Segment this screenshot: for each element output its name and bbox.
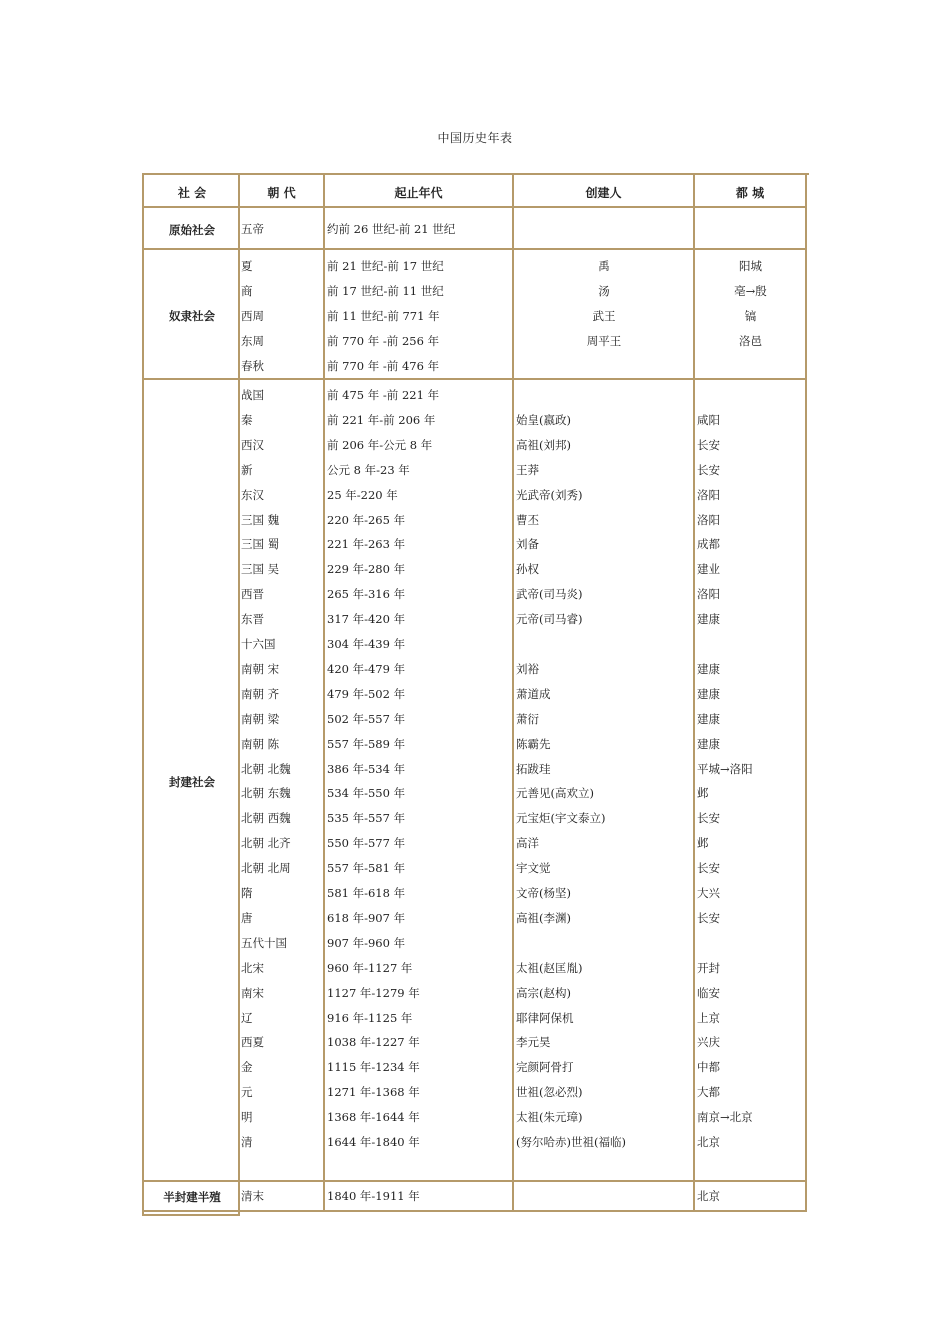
period-cell: 1127 年-1279 年	[327, 986, 420, 1000]
founder-cell: 文帝(杨坚)	[516, 886, 571, 900]
period-cell: 479 年-502 年	[327, 687, 406, 701]
dynasty-cell: 南朝 齐	[241, 687, 280, 701]
column-divider	[323, 175, 325, 1212]
header-divider	[142, 206, 807, 208]
dynasty-cell: 西汉	[241, 438, 264, 452]
society-label: 原始社会	[169, 223, 215, 237]
period-cell: 1840 年-1911 年	[327, 1189, 420, 1203]
capital-cell: 建康	[697, 662, 720, 676]
founder-cell: 陈霸先	[516, 737, 551, 751]
header-dynasty: 朝 代	[267, 186, 296, 200]
period-cell: 前 770 年 -前 476 年	[327, 359, 440, 373]
period-cell: 1271 年-1368 年	[327, 1085, 420, 1099]
dynasty-cell: 五代十国	[241, 936, 287, 950]
dynasty-cell: 南朝 宋	[241, 662, 280, 676]
dynasty-cell: 元	[241, 1085, 253, 1099]
founder-cell: 世祖(忽必烈)	[516, 1085, 583, 1099]
capital-cell: 大兴	[697, 886, 720, 900]
dynasty-cell: 战国	[241, 388, 264, 402]
group-divider	[142, 378, 807, 380]
period-cell: 420 年-479 年	[327, 662, 406, 676]
founder-cell: 元帝(司马睿)	[516, 612, 583, 626]
dynasty-cell: 北朝 东魏	[241, 786, 291, 800]
table-right-border	[805, 175, 807, 1212]
founder-cell: 武王	[592, 309, 616, 323]
dynasty-cell: 北朝 北齐	[241, 836, 291, 850]
capital-cell: 平城→洛阳	[697, 762, 753, 776]
period-cell: 502 年-557 年	[327, 712, 406, 726]
founder-cell: 元善见(高欢立)	[516, 786, 594, 800]
header-society: 社 会	[177, 186, 207, 200]
founder-cell: 太祖(赵匡胤)	[516, 961, 583, 975]
capital-cell: 邺	[697, 786, 709, 800]
founder-cell: 拓跋珪	[516, 762, 551, 776]
capital-cell: 建康	[697, 687, 720, 701]
founder-cell: 周平王	[586, 334, 622, 348]
dynasty-cell: 三国 魏	[241, 513, 280, 527]
dynasty-cell: 北朝 北魏	[241, 762, 291, 776]
column-divider	[693, 175, 695, 1212]
society-label: 奴隶社会	[169, 309, 215, 323]
dynasty-cell: 南宋	[241, 986, 264, 1000]
period-cell: 前 11 世纪-前 771 年	[327, 309, 440, 323]
dynasty-cell: 西周	[241, 309, 264, 323]
society-label: 半封建半殖	[163, 1190, 221, 1204]
capital-cell: 长安	[697, 463, 720, 477]
period-cell: 前 475 年 -前 221 年	[327, 388, 440, 402]
period-cell: 1368 年-1644 年	[327, 1110, 420, 1124]
capital-cell: 长安	[697, 861, 720, 875]
dynasty-cell: 北朝 西魏	[241, 811, 291, 825]
capital-cell: 成都	[697, 537, 720, 551]
page-title: 中国历史年表	[437, 131, 513, 145]
period-cell: 前 21 世纪-前 17 世纪	[327, 259, 444, 273]
period-cell: 前 221 年-前 206 年	[327, 413, 436, 427]
capital-cell: 阳城	[739, 259, 762, 273]
group-divider	[142, 1180, 807, 1182]
dynasty-cell: 隋	[241, 886, 253, 900]
dynasty-cell: 五帝	[241, 222, 264, 236]
capital-cell: 洛邑	[739, 334, 762, 348]
period-cell: 386 年-534 年	[327, 762, 406, 776]
capital-cell: 建康	[697, 612, 720, 626]
founder-cell: 刘备	[516, 537, 539, 551]
founder-cell: 汤	[598, 284, 610, 298]
dynasty-cell: 东周	[241, 334, 264, 348]
founder-cell: 宇文觉	[516, 861, 551, 875]
dynasty-cell: 新	[241, 463, 253, 477]
dynasty-cell: 夏	[241, 259, 253, 273]
founder-cell: 刘裕	[516, 662, 539, 676]
period-cell: 907 年-960 年	[327, 936, 406, 950]
founder-cell: 王莽	[516, 463, 539, 477]
dynasty-cell: 东汉	[241, 488, 264, 502]
dynasty-cell: 西晋	[241, 587, 264, 601]
founder-cell: 萧道成	[516, 687, 551, 701]
society-label: 封建社会	[169, 775, 215, 789]
capital-cell: 亳→殷	[734, 284, 767, 298]
capital-cell: 大都	[697, 1085, 720, 1099]
period-cell: 公元 8 年-23 年	[327, 463, 410, 477]
dynasty-cell: 南朝 陈	[241, 737, 280, 751]
capital-cell: 中都	[697, 1060, 720, 1074]
capital-cell: 长安	[697, 811, 720, 825]
dynasty-cell: 商	[241, 284, 253, 298]
header-founder: 创建人	[585, 186, 622, 200]
capital-cell: 镐	[744, 309, 757, 323]
dynasty-cell: 清末	[241, 1189, 264, 1203]
capital-cell: 洛阳	[697, 587, 720, 601]
founder-cell: 李元昊	[516, 1035, 551, 1049]
capital-cell: 北京	[697, 1189, 720, 1203]
dynasty-cell: 秦	[241, 413, 253, 427]
capital-cell: 南京→北京	[697, 1110, 753, 1124]
dynasty-cell: 辽	[241, 1011, 253, 1025]
dynasty-cell: 十六国	[241, 637, 276, 651]
founder-cell: 完颜阿骨打	[516, 1060, 574, 1074]
founder-cell: 萧衍	[516, 712, 539, 726]
period-cell: 25 年-220 年	[327, 488, 398, 502]
header-capital: 都 城	[735, 186, 765, 200]
period-cell: 535 年-557 年	[327, 811, 406, 825]
period-cell: 前 770 年 -前 256 年	[327, 334, 440, 348]
period-cell: 550 年-577 年	[327, 836, 406, 850]
founder-cell: 始皇(嬴政)	[516, 413, 571, 427]
founder-cell: 元宝炬(宇文泰立)	[516, 811, 606, 825]
period-cell: 557 年-581 年	[327, 861, 406, 875]
dynasty-cell: 西夏	[241, 1035, 264, 1049]
header-period: 起止年代	[394, 186, 443, 200]
founder-cell: 曹丕	[516, 513, 539, 527]
period-cell: 前 17 世纪-前 11 世纪	[327, 284, 444, 298]
column-divider	[512, 175, 514, 1212]
dynasty-cell: 明	[241, 1110, 253, 1124]
period-cell: 229 年-280 年	[327, 562, 406, 576]
period-cell: 220 年-265 年	[327, 513, 406, 527]
dynasty-cell: 金	[241, 1060, 253, 1074]
capital-cell: 上京	[697, 1011, 720, 1025]
dynasty-cell: 南朝 梁	[241, 712, 280, 726]
group-divider	[142, 248, 807, 250]
capital-cell: 北京	[697, 1135, 720, 1149]
period-cell: 557 年-589 年	[327, 737, 406, 751]
column-divider	[238, 175, 240, 1216]
capital-cell: 建康	[697, 712, 720, 726]
period-cell: 前 206 年-公元 8 年	[327, 438, 433, 452]
period-cell: 317 年-420 年	[327, 612, 406, 626]
dynasty-cell: 北宋	[241, 961, 264, 975]
capital-cell: 兴庆	[697, 1035, 720, 1049]
founder-cell: 禹	[598, 259, 610, 273]
founder-cell: 光武帝(刘秀)	[516, 488, 583, 502]
founder-cell: 高洋	[516, 836, 539, 850]
dynasty-cell: 春秋	[241, 359, 264, 373]
capital-cell: 洛阳	[697, 513, 720, 527]
founder-cell: 太祖(朱元璋)	[516, 1110, 583, 1124]
capital-cell: 长安	[697, 911, 720, 925]
founder-cell: 孙权	[516, 562, 539, 576]
period-cell: 304 年-439 年	[327, 637, 406, 651]
period-cell: 约前 26 世纪-前 21 世纪	[327, 222, 456, 236]
founder-cell: 高祖(刘邦)	[516, 438, 571, 452]
capital-cell: 建业	[697, 562, 720, 576]
capital-cell: 临安	[697, 986, 720, 1000]
dynasty-cell: 东晋	[241, 612, 264, 626]
period-cell: 534 年-550 年	[327, 786, 406, 800]
period-cell: 1038 年-1227 年	[327, 1035, 420, 1049]
table-bottom-border	[142, 1210, 807, 1212]
period-cell: 1644 年-1840 年	[327, 1135, 420, 1149]
period-cell: 265 年-316 年	[327, 587, 406, 601]
founder-cell: 高宗(赵构)	[516, 986, 571, 1000]
capital-cell: 洛阳	[697, 488, 720, 502]
capital-cell: 开封	[697, 961, 720, 975]
period-cell: 916 年-1125 年	[327, 1011, 413, 1025]
period-cell: 221 年-263 年	[327, 537, 406, 551]
dynasty-cell: 北朝 北周	[241, 861, 291, 875]
period-cell: 581 年-618 年	[327, 886, 406, 900]
capital-cell: 长安	[697, 438, 720, 452]
dynasty-cell: 三国 吴	[241, 562, 280, 576]
period-cell: 1115 年-1234 年	[327, 1060, 420, 1074]
capital-cell: 建康	[697, 737, 720, 751]
period-cell: 960 年-1127 年	[327, 961, 413, 975]
capital-cell: 咸阳	[697, 413, 720, 427]
capital-cell: 邺	[697, 836, 709, 850]
dynasty-cell: 唐	[241, 911, 253, 925]
founder-cell: (努尔哈赤)世祖(福临)	[516, 1135, 626, 1149]
founder-cell: 高祖(李渊)	[516, 911, 571, 925]
dynasty-cell: 三国 蜀	[241, 537, 280, 551]
founder-cell: 武帝(司马炎)	[516, 587, 583, 601]
founder-cell: 耶律阿保机	[516, 1011, 574, 1025]
dynasty-cell: 清	[241, 1135, 253, 1149]
period-cell: 618 年-907 年	[327, 911, 406, 925]
table-bottom-border	[142, 1214, 240, 1216]
